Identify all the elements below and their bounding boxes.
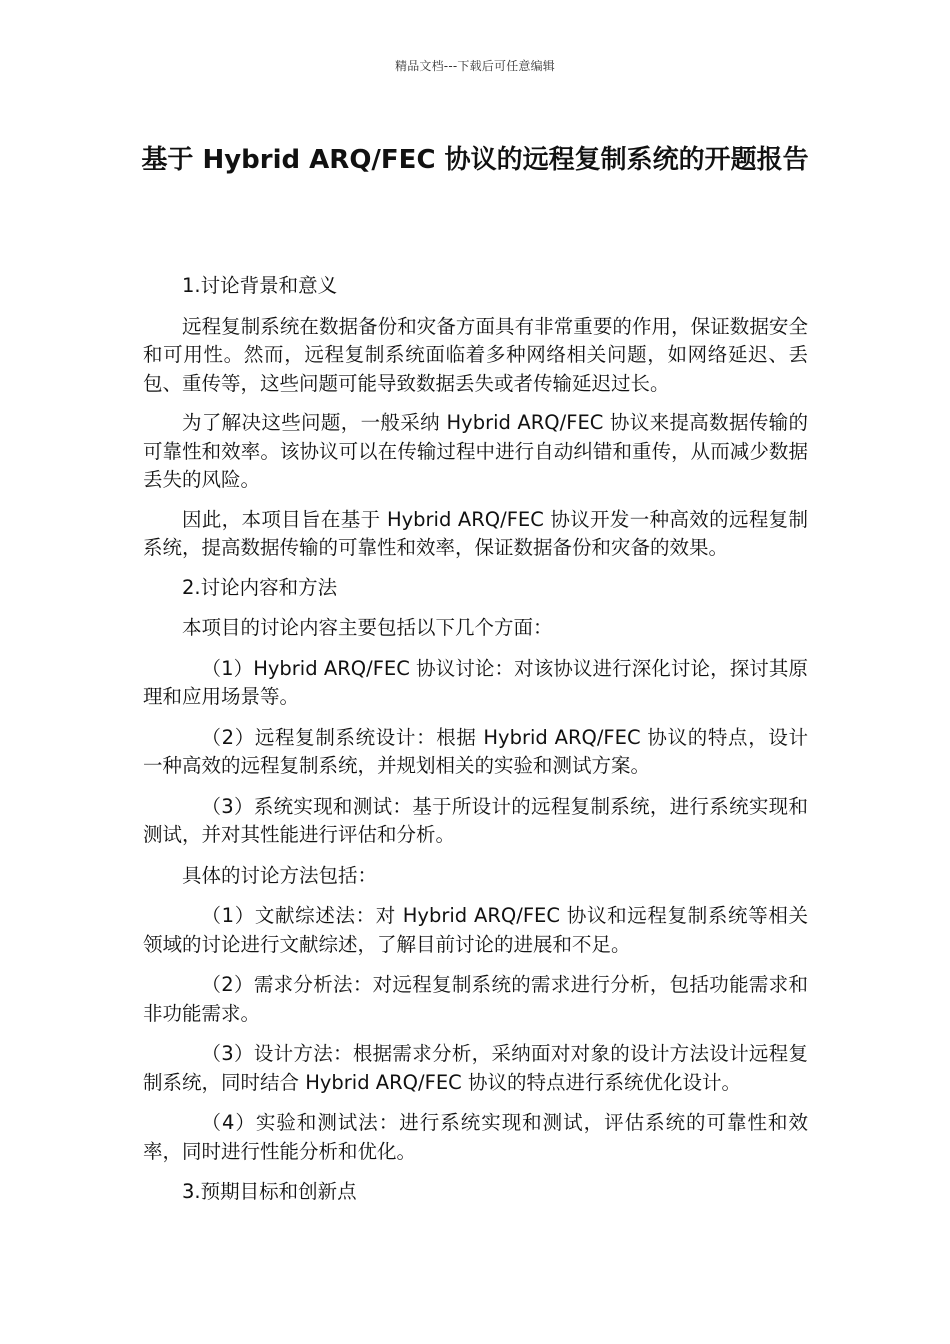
- paragraph-background-1: 远程复制系统在数据备份和灾备方面具有非常重要的作用，保证数据安全和可用性。然而，远程复制系统面临着多种网络相关问题，如网络延迟、丢包、重传等，这些问题可能导致数据丢失或者传输延迟过长。: [143, 314, 808, 395]
- section-heading-content-methods: 2.讨论内容和方法: [182, 575, 338, 599]
- list-item-method-1: （1）文献综述法：对 Hybrid ARQ/FEC 协议和远程复制系统等相关领域的讨论进行文献综述，了解目前讨论的进展和不足。: [143, 904, 808, 956]
- section-heading-background: 1.讨论背景和意义: [182, 274, 338, 297]
- list-item-content-2: （2）远程复制系统设计：根据 Hybrid ARQ/FEC 协议的特点，设计一种高效的远程复制系统，并规划相关的实验和测试方案。: [143, 725, 808, 777]
- document-title: 基于 Hybrid ARQ/FEC 协议的远程复制系统的开题报告: [141, 145, 809, 175]
- section-heading-goals: 3.预期目标和创新点: [182, 1180, 357, 1203]
- paragraph-background-3: 因此，本项目旨在基于 Hybrid ARQ/FEC 协议开发一种高效的远程复制系统，提高数据传输的可靠性和效率，保证数据备份和灾备的效果。: [143, 507, 808, 559]
- header-note: 精品文档---下载后可任意编辑: [395, 59, 555, 73]
- list-item-content-1: （1）Hybrid ARQ/FEC 协议讨论：对该协议进行深化讨论，探讨其原理和应用场景等。: [143, 656, 808, 708]
- document-body: [143, 272, 808, 1219]
- paragraph-background-2: 为了解决这些问题，一般采纳 Hybrid ARQ/FEC 协议来提高数据传输的可靠性和效率。该协议可以在传输过程中进行自动纠错和重传，从而减少数据丢失的风险。: [143, 411, 808, 491]
- list-item-method-3: （3）设计方法：根据需求分析，采纳面对对象的设计方法设计远程复制系统，同时结合 Hybrid ARQ/FEC 协议的特点进行系统优化设计。: [143, 1042, 808, 1094]
- list-item-method-2: （2）需求分析法：对远程复制系统的需求进行分析，包括功能需求和非功能需求。: [143, 973, 808, 1025]
- list-item-method-4: （4）实验和测试法：进行系统实现和测试，评估系统的可靠性和效率，同时进行性能分析和优化。: [143, 1111, 808, 1163]
- paragraph-content-intro: 本项目的讨论内容主要包括以下几个方面：: [182, 616, 553, 639]
- list-item-content-3: （3）系统实现和测试：基于所设计的远程复制系统，进行系统实现和测试，并对其性能进行评估和分析。: [143, 794, 808, 846]
- paragraph-methods-intro: 具体的讨论方法包括：: [182, 863, 378, 887]
